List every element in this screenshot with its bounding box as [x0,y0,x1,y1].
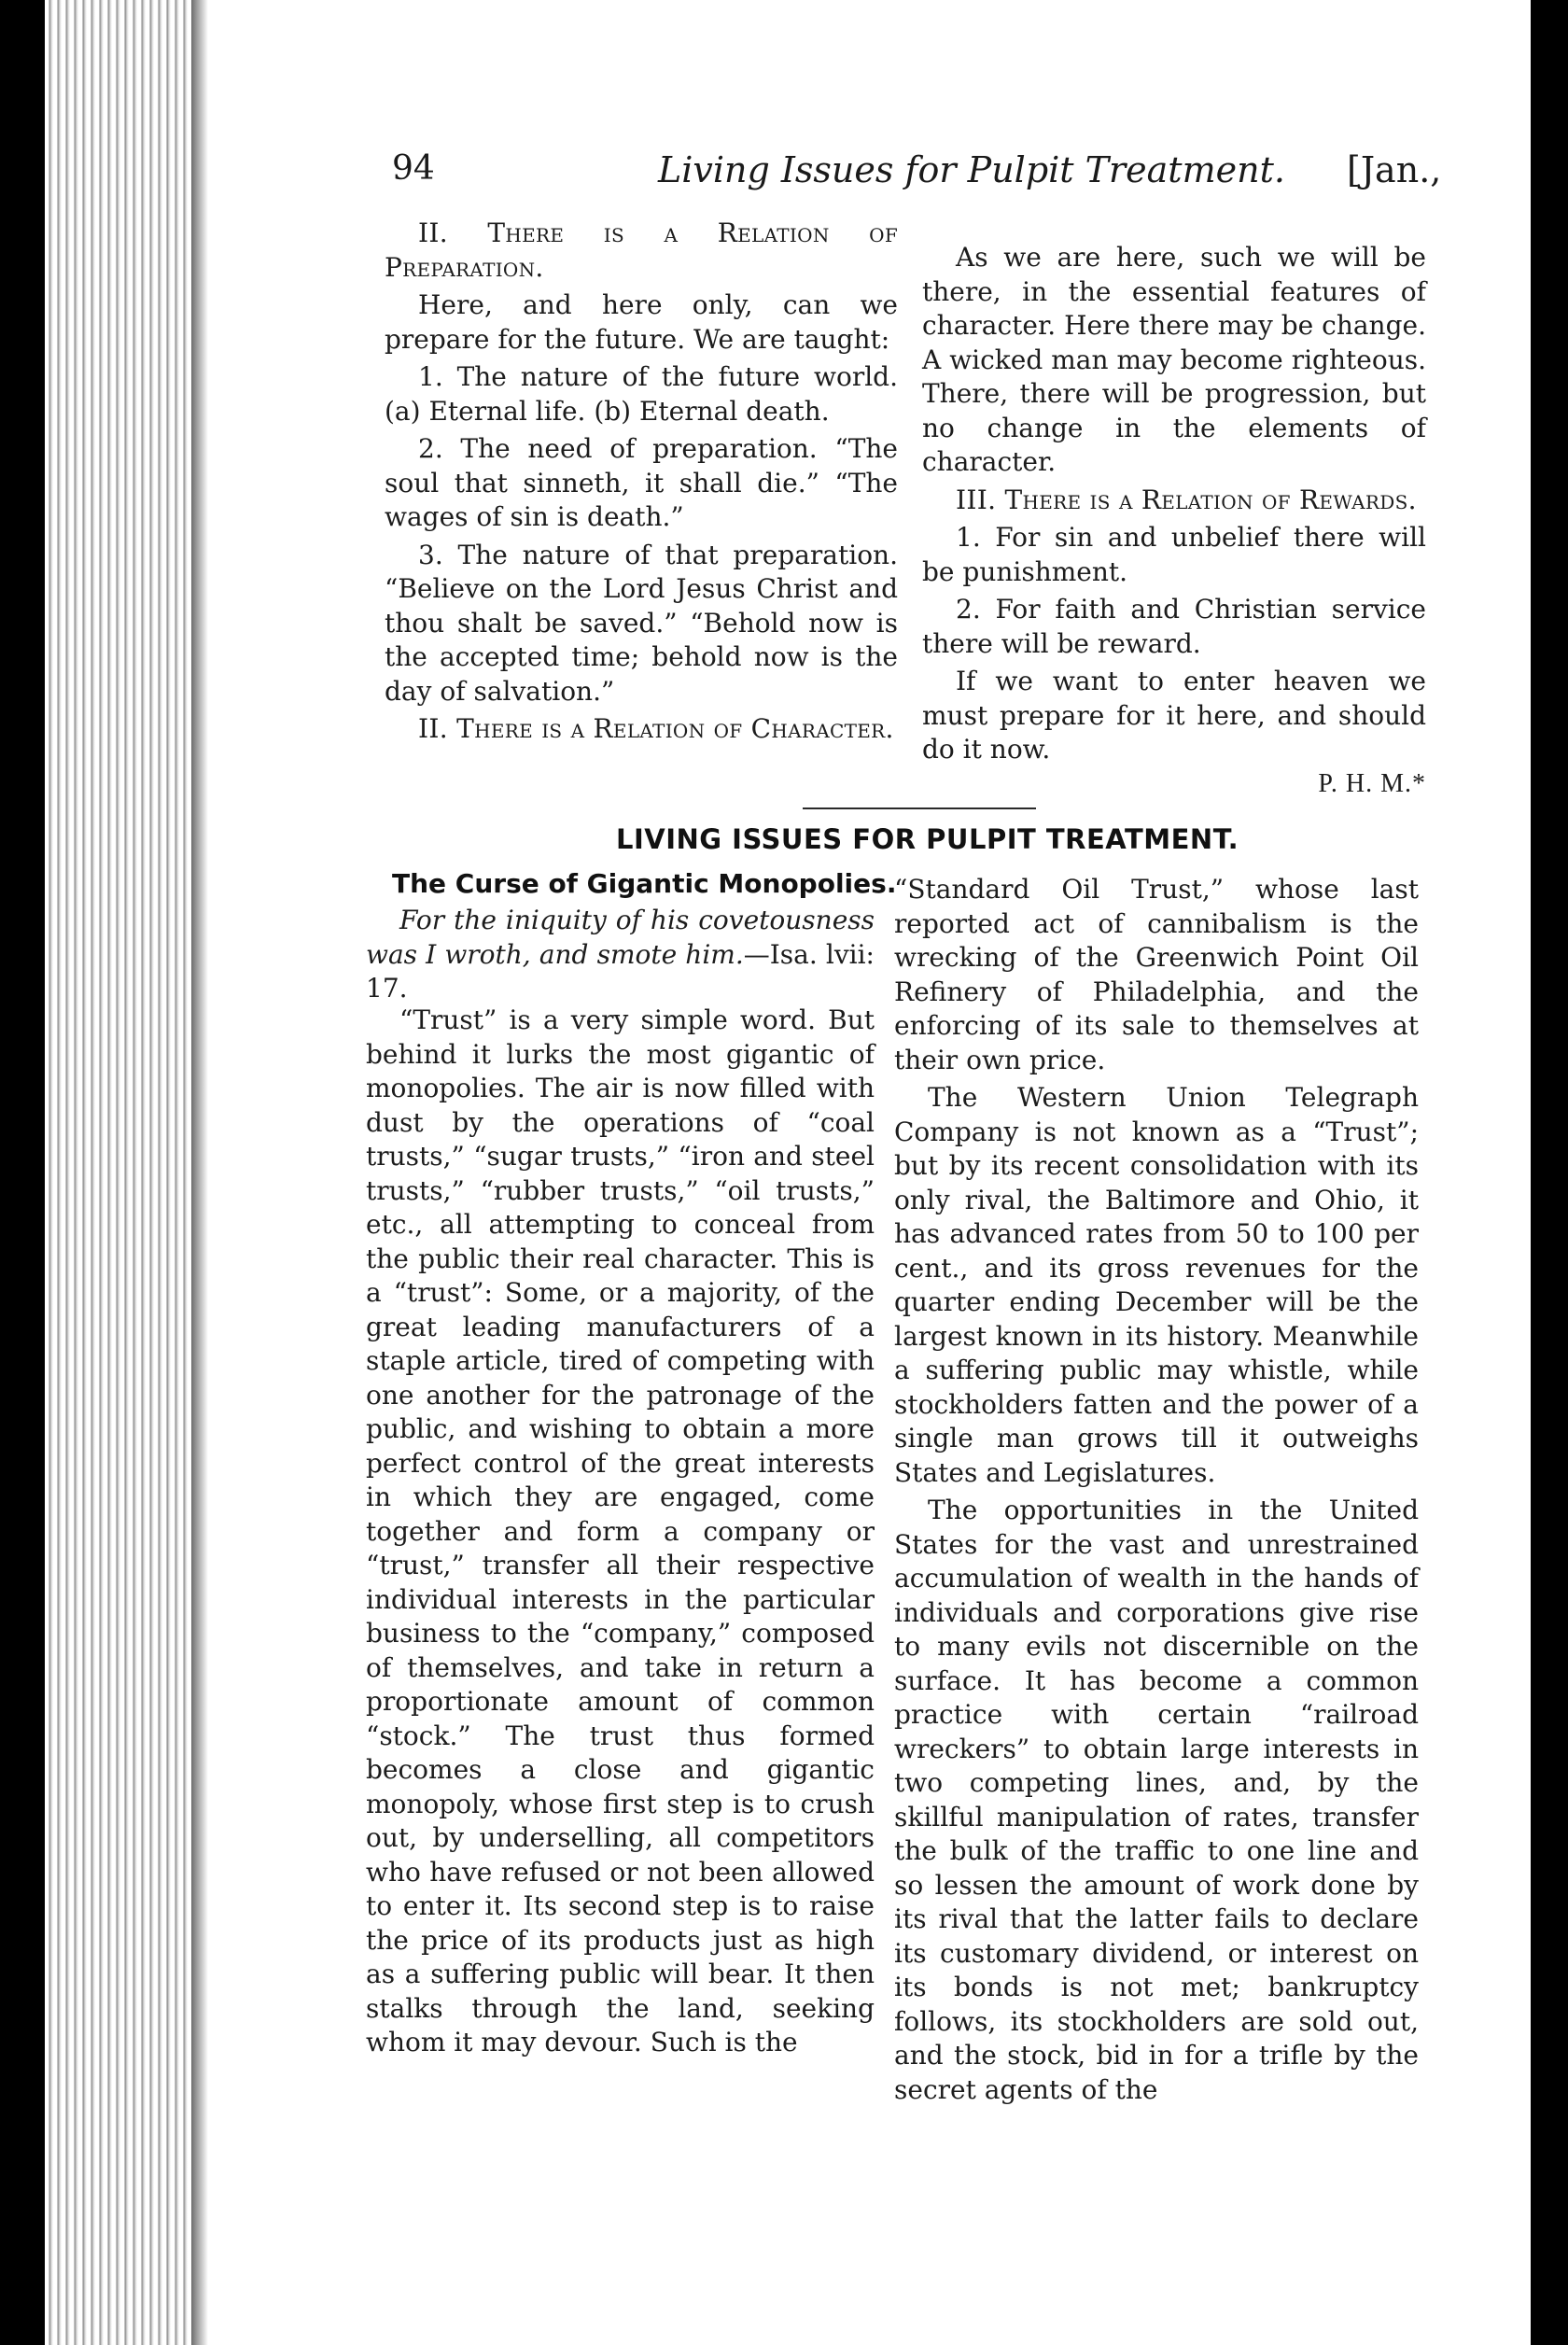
left-column-bottom [366,1004,875,2064]
epigraph-text: For the iniquity of his covetousness was I wroth, and smote him. [366,905,875,970]
page-number: 94 [392,149,435,188]
paragraph: 1. For sin and unbelief there will be punishment. [922,522,1426,587]
paragraph: 2. The need of preparation. “The soul that sinneth, it shall die.” “The wages of sin is death.” [385,433,898,532]
paragraph: “Standard Oil Trust,” whose last reported act of cannibalism is the wrecking of the Greenwich Point Oil Refinery of Philadelphia, and the enforcing of its sale to themselves at their own price. [894,874,1419,1075]
running-title: Living Issues for Pulpit Treatment. [658,149,1285,190]
right-column-bottom [894,873,1419,2111]
spine-shadow [191,0,208,2345]
section-heading: LIVING ISSUES FOR PULPIT TREATMENT. [616,823,1239,855]
paragraph: The opportunities in the United States for the vast and unrestrained accumulation of wealth in the hands of individuals and corporations give rise to many evils not discernible on the surface. It has become a common practice with certain “railroad wreckers” to obtain large interests in two competing lines, and, by the skillful manipulation of rates, transfer the bulk of the traffic to one line and so lessen the amount of work done by its rival that the latter fails to declare its customary dividend, or interest on its bonds is not met; bankruptcy follows, its stockholders are sold out, and the stock, bid in for a trifle by the secret agents of the [894,1495,1419,2105]
section-subheading: III. There is a Relation of Rewards. [956,484,1417,515]
issue-month: [Jan., [1347,149,1442,190]
paragraph: 1. The nature of the future world. (a) Eternal life. (b) Eternal death. [385,361,898,427]
article-title: The Curse of Gigantic Monopolies. [392,868,897,899]
right-column-top [922,241,1426,805]
paragraph: 2. For faith and Christian service there will be reward. [922,594,1426,659]
scan-border [1531,0,1568,2345]
left-column-top [385,217,898,751]
section-subheading: II. There is a Relation of Preparation. [385,218,898,283]
paragraph: The Western Union Telegraph Company is not known as a “Trust”; but by its recent consolidation with its only rival, the Baltimore and Ohio, it has advanced rates from 50 to 100 per cent., and its gross revenues for the quarter ending December will be the largest known in its history. Meanwhile a suffering public may whistle, while stockholders fatten and the power of a single man grows till it outweighs States and Legislatures. [894,1082,1419,1488]
section-subheading: II. There is a Relation of Character. [418,713,894,744]
section-divider [803,807,1036,809]
paragraph: As we are here, such we will be there, in the essential features of character. Here there may be change. A wicked man may become righteous. There, there will be progression, but no change in the elements of character. [922,242,1426,477]
paragraph: If we want to enter heaven we must prepare for it here, and should do it now. [922,666,1426,765]
signature: P. H. M.* [1318,768,1426,798]
epigraph [366,904,875,1006]
book-page-edges [45,0,203,2345]
epigraph-reference: —Isa. lvii: 17. [366,938,875,1004]
paragraph: “Trust” is a very simple word. But behind it lurks the most gigantic of monopolies. The air is now filled with dust by the operations of “coal trusts,” “sugar trusts,” “iron and steel trusts,” “rubber trusts,” “oil trusts,” etc., all attempting to conceal from the public their real character. This is a “trust”: Some, or a majority, of the great leading manufacturers of a staple article, tired of competing with one another for the patronage of the public, and wishing to obtain a more perfect control of the great interests in which they are engaged, come together and form a company or “trust,” transfer all their respective individual interests in the particular business to the “company,” composed of themselves, and take in return a proportionate amount of common “stock.” The trust thus formed becomes a close and gigantic monopoly, whose first step is to crush out, by underselling, all competitors who have refused or not been allowed to enter it. Its second step is to raise the price of its products just as high as a suffering public will bear. It then stalks through the land, seeking whom it may devour. Such is the [366,1004,875,2057]
paragraph: 3. The nature of that preparation. “Believe on the Lord Jesus Christ and thou shalt be saved.” “Behold now is the accepted time; behold now is the day of salvation.” [385,539,898,707]
paragraph: Here, and here only, can we prepare for the future. We are taught: [385,289,898,355]
